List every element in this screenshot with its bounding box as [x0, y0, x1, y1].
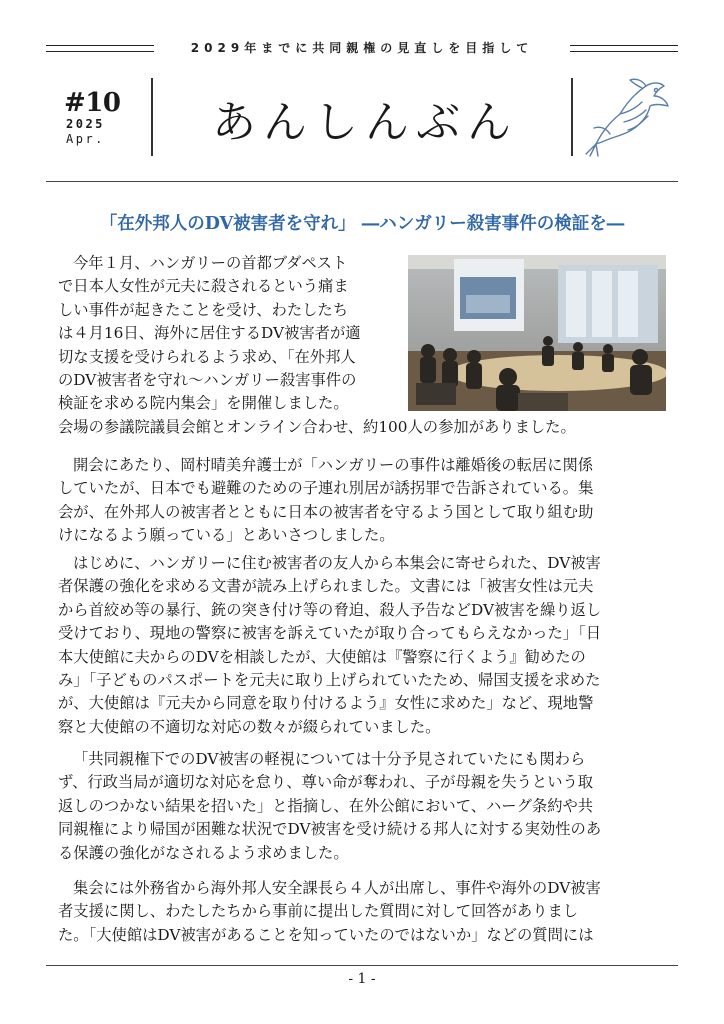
page-number: - 1 -: [348, 971, 376, 987]
paragraph-2-line: けになるよう願っている」とあいさつしました。: [58, 526, 395, 545]
paragraph-3-line: 本大使館に夫からのDVを相談したが、大使館は『警察に行くよう』勧めたの: [58, 647, 586, 666]
paragraph-1-line: で日本人女性が元夫に殺されるという痛ま: [58, 277, 349, 296]
bird-logo: [580, 74, 672, 158]
header-rule: [46, 181, 678, 182]
meeting-room-photo-icon: [408, 255, 666, 411]
paragraph-4-line: 「共同親権下でのDV被害の軽視については十分予見されていたにも関わら: [73, 750, 586, 768]
paragraph-5-line: 集会には外務省から海外邦人安全課長ら４人が出席し、事件や海外のDV被害: [73, 879, 601, 897]
header-divider-right: [571, 78, 573, 156]
paragraph-3-line: み」「子どものパスポートを元夫に取り上げられていたため、帰国支援を求めた: [58, 671, 601, 690]
article-paragraph-2: [58, 454, 668, 548]
paragraph-1-line: のDV被害者を守れ～ハンガリー殺害事件の: [58, 371, 357, 390]
paragraph-3-line: 者保護の強化を求める文書が読み上げられました。文書には「被害女性は元夫: [58, 577, 594, 596]
paragraph-4-line: 同親権により帰国が困難な状況でDV被害を受け続ける邦人に対する実効性のあ: [58, 820, 602, 839]
paragraph-1-line: 検証を求める院内集会」を開催しました。: [58, 394, 349, 413]
paragraph-4-line: 返しのつかない結果を招いた」と指摘し、在外公館において、ハーグ条約や共: [58, 796, 594, 815]
paragraph-2-line: していたが、日本でも避難のための子連れ別居が誘拐罪で告訴されている。集: [58, 479, 594, 498]
paragraph-1-line: しい事件が起きたことを受け、わたしたち: [58, 300, 349, 319]
paragraph-2-line: 開会にあたり、岡村晴美弁護士が「ハンガリーの事件は離婚後の転居に関係: [73, 456, 594, 474]
paragraph-1-line: は４月16日、海外に居住するDV被害者が適: [58, 324, 361, 343]
paragraph-3-line: から首絞め等の暴行、銃の突き付け等の脅迫、殺人予告などDV被害を繰り返し: [58, 600, 602, 619]
article-paragraph-3: [58, 552, 668, 739]
article-paragraph-1: [58, 252, 576, 439]
tagline-banner: [46, 38, 678, 58]
footer-rule: [46, 965, 678, 966]
newsletter-title: あんしんぶん: [212, 97, 518, 148]
tagline-rule-right: [570, 45, 678, 52]
paragraph-5-line: 者支援に関し、わたしたちから事前に提出した質問に対して回答がありまし: [58, 902, 579, 921]
issue-month: Apr.: [66, 132, 105, 146]
paragraph-1-line: 切な支援を受けられるよう求め、「在外邦人: [58, 347, 356, 366]
article-paragraph-5: [58, 877, 668, 947]
issue-number: #10: [64, 88, 121, 118]
bird-logo-icon: [580, 74, 672, 158]
paragraph-3-line: 察と大使館の不適切な対応の数々が綴られていました。: [58, 717, 441, 736]
meeting-room-photo: [408, 255, 666, 411]
paragraph-2-line: 会が、在外邦人の被害者とともに日本の被害者を守るよう国として取り組む助: [58, 502, 594, 521]
paragraph-3-line: 受けており、現地の警察に被害を訴えていたが取り合ってもらえなかった」「日: [58, 624, 602, 643]
issue-year: 2025: [66, 117, 105, 131]
paragraph-4-line: ず、行政当局が適切な対応を怠り、尊い命が奪われ、子が母親を失うという取: [58, 773, 594, 792]
article-paragraph-4: [58, 748, 668, 865]
paragraph-4-line: る保護の強化がなされるよう求めました。: [58, 843, 349, 862]
article-headline: 「在外邦人のDV被害者を守れ」 ―ハンガリー殺害事件の検証を―: [99, 214, 625, 234]
paragraph-3-line: が、大使館は『元夫から同意を取り付けるよう』女性に求めた」など、現地警: [58, 694, 594, 713]
paragraph-3-line: はじめに、ハンガリーに住む被害者の友人から本集会に寄せられた、DV被害: [73, 554, 601, 572]
paragraph-5-line: た。「大使館はDV被害があることを知っていたのではないか」などの質問には: [58, 925, 594, 944]
paragraph-1-line: 会場の参議院議員会館とオンライン合わせ、約100人の参加がありました。: [58, 417, 576, 436]
header-divider-left: [151, 78, 153, 156]
tagline: 2029年までに共同親権の見直しを目指して: [190, 41, 534, 55]
paragraph-1-line: 今年１月、ハンガリーの首都ブダペスト: [73, 254, 348, 272]
